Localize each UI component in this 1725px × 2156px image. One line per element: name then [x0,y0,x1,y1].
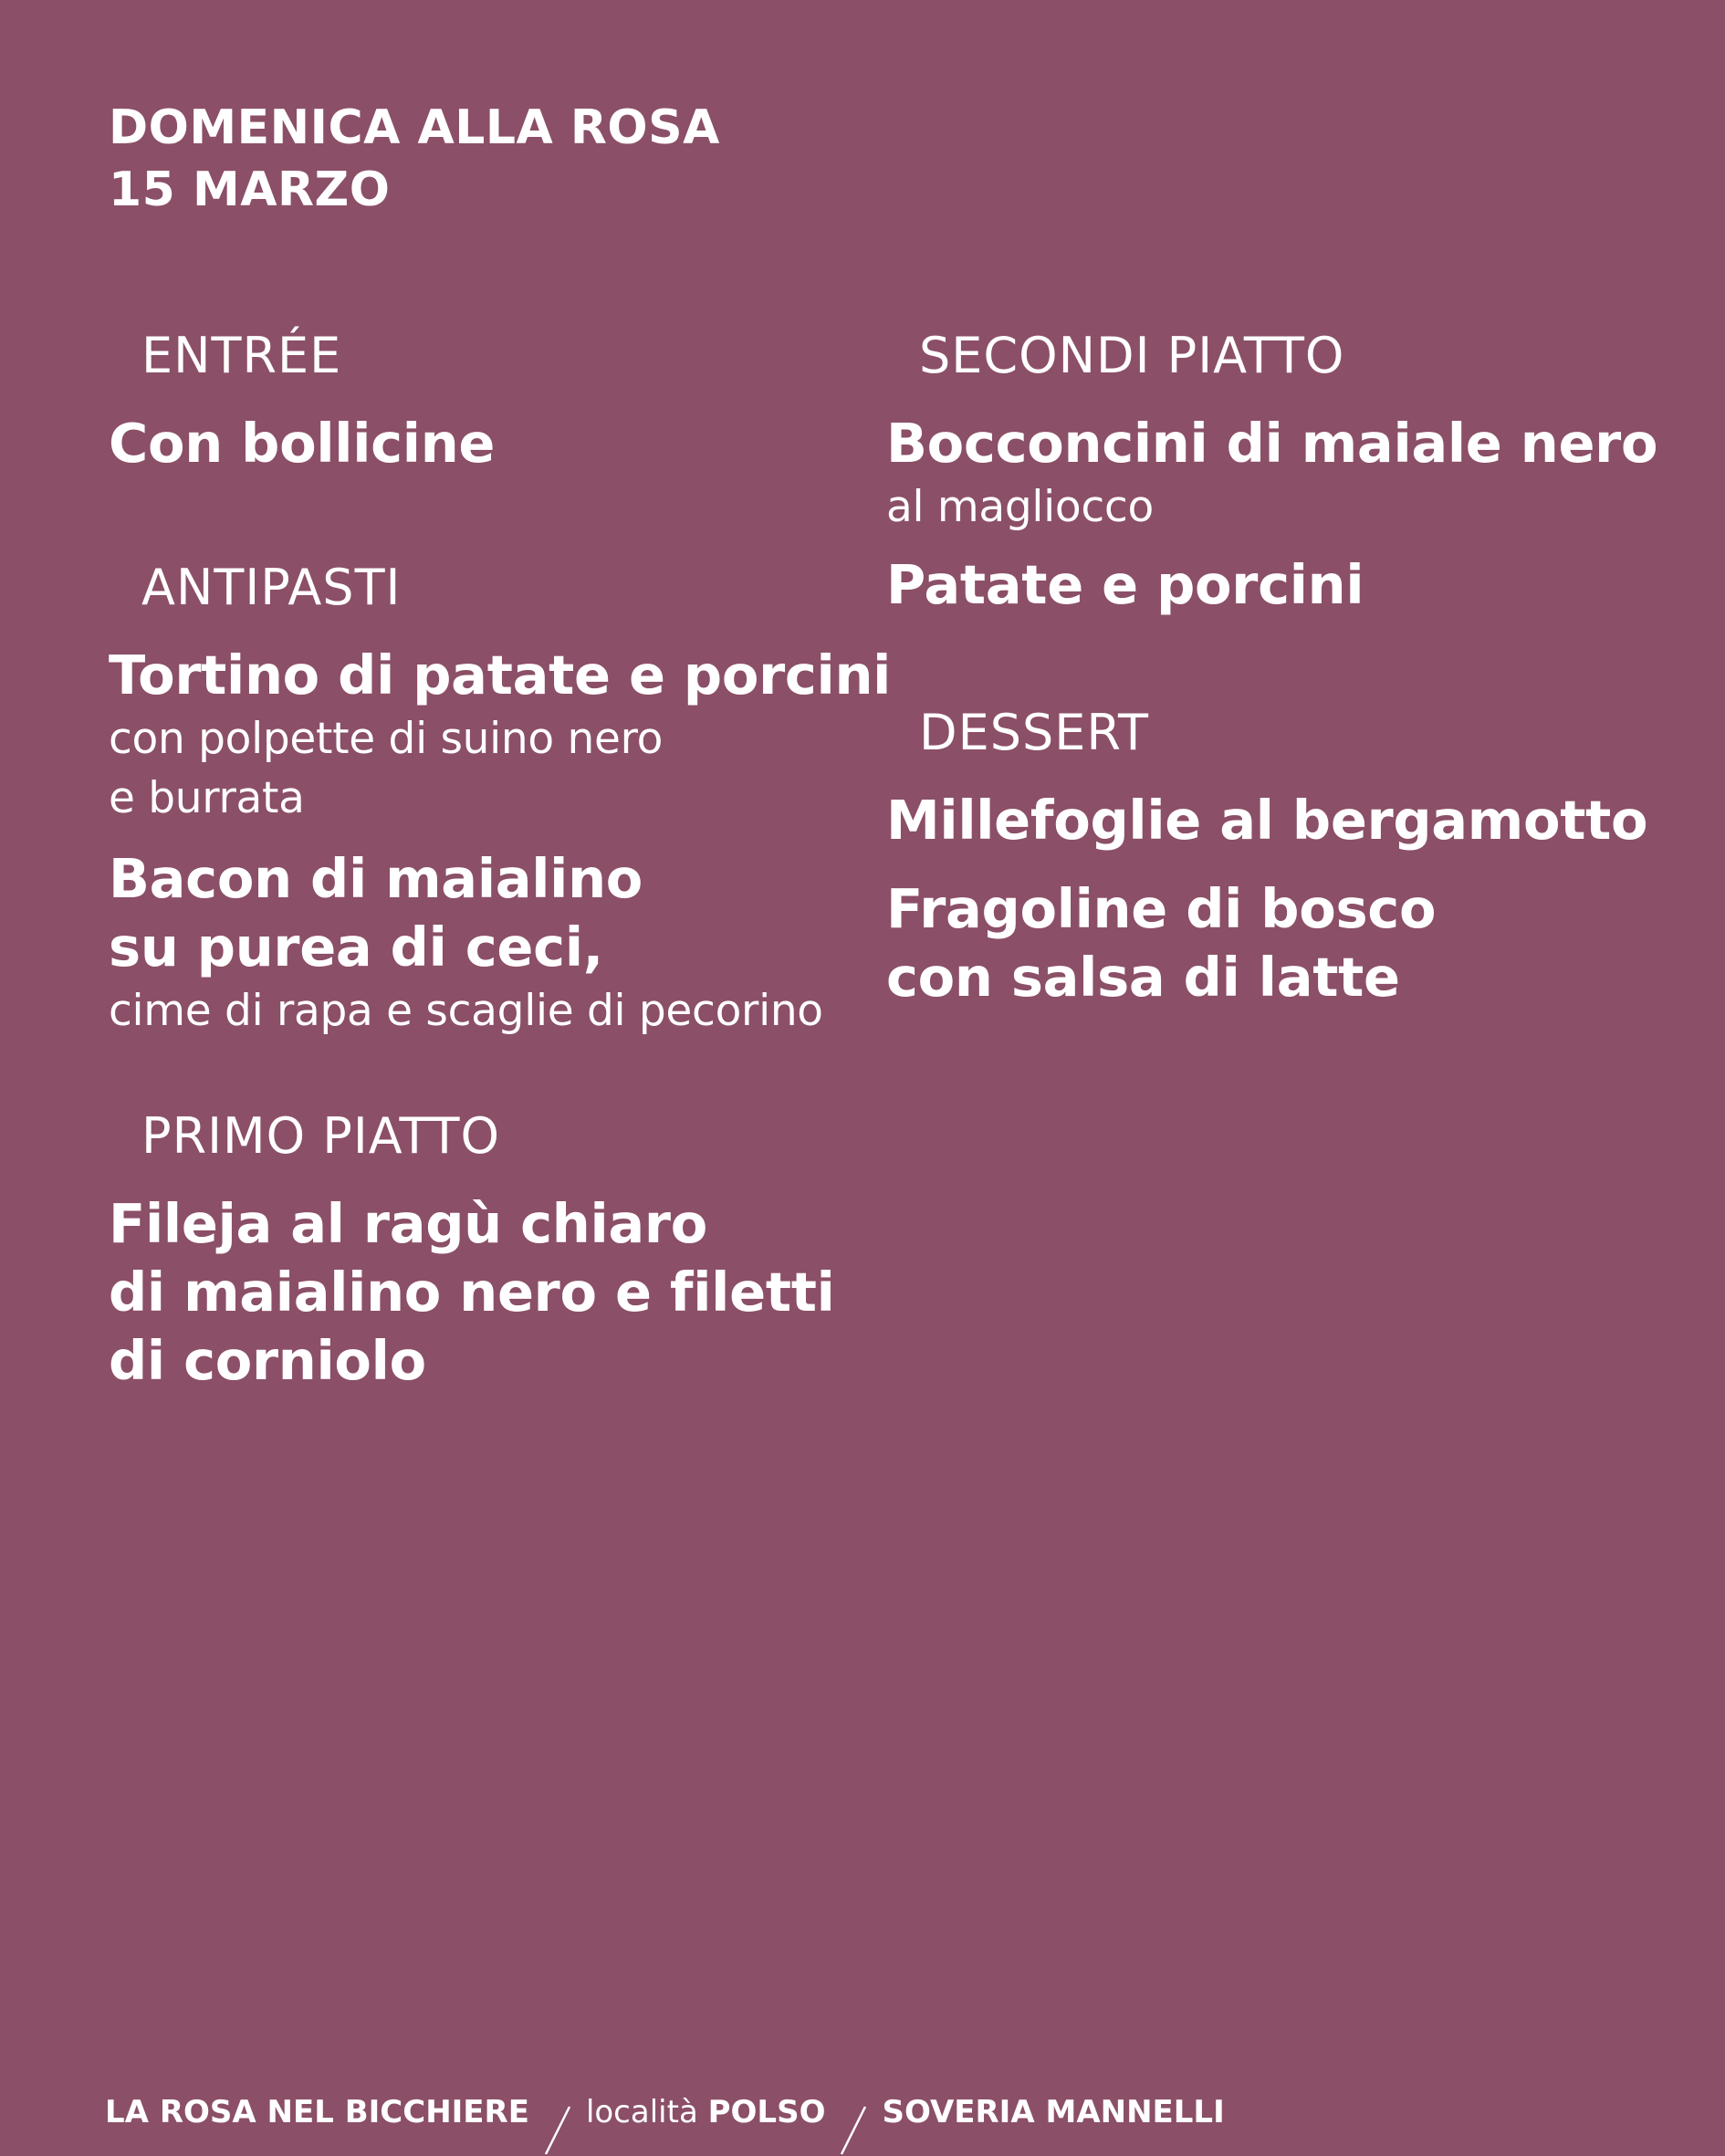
dish-name: Bocconcini di maiale nero [886,412,1658,475]
section-title: ENTRÉE [141,327,342,384]
dish-name: Con bollicine [109,412,496,475]
slash-divider-icon [542,2085,573,2140]
dish-name: Millefoglie al bergamotto [886,789,1648,852]
menu-header [109,97,720,221]
section-title: ANTIPASTI [141,559,402,616]
section-antipasti [109,556,894,1041]
localita-prefix: località [585,2094,698,2130]
slash-divider-icon [838,2085,869,2140]
dish-name: Fileja al ragù chiaro di maialino nero e filetti di corniolo [109,1192,835,1392]
right-column [886,324,1671,1011]
dish-description: al magliocco [886,482,1154,532]
dish-description: con polpette di suino nero e burrata [109,714,664,823]
left-column [109,324,894,1395]
section-title: SECONDI PIATTO [919,327,1345,384]
section-secondi-piatto [886,324,1671,619]
localita-name: POLSO [707,2094,826,2130]
footer-localita [586,2085,826,2140]
footer-venue: LA ROSA NEL BICCHIERE [105,2094,529,2130]
dish-name: Fragoline di bosco con salsa di latte [886,877,1437,1009]
section-primo-piatto [109,1104,894,1395]
dish-name: Patate e porcini [886,553,1364,616]
dish-description: cime di rapa e scaglie di pecorino [109,986,823,1036]
dish-name: Bacon di maialino su purea di ceci, [109,847,643,979]
footer-town: SOVERIA MANNELLI [882,2094,1225,2130]
dish-name: Tortino di patate e porcini [109,644,892,706]
event-date: 15 MARZO [109,162,391,217]
section-dessert [886,701,1671,1011]
section-entree [109,324,894,477]
footer [105,2085,1225,2140]
section-title: PRIMO PIATTO [141,1107,501,1165]
event-title: DOMENICA ALLA ROSA [109,100,720,155]
section-title: DESSERT [919,704,1149,761]
